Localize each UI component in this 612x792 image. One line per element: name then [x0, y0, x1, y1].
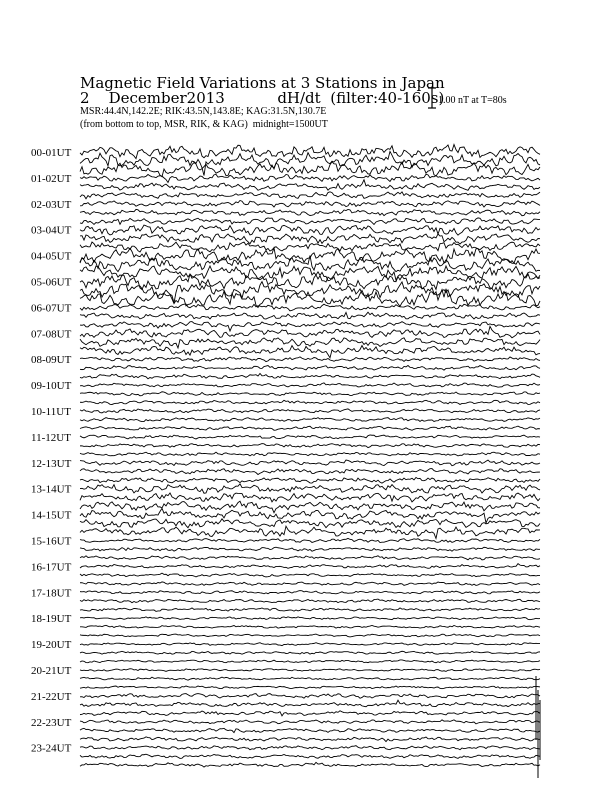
trace-rik — [80, 700, 540, 707]
hour-label: 18-19UT — [31, 613, 72, 626]
filter-label: (filter:40-160s) — [330, 89, 445, 107]
trace-msr — [80, 289, 540, 308]
trace-kag — [80, 409, 540, 413]
trace-kag — [80, 460, 540, 466]
trace-kag — [80, 326, 540, 337]
trace-msr — [80, 608, 540, 612]
trace-rik — [80, 209, 540, 215]
trace-rik — [80, 573, 540, 577]
hour-label: 00-01UT — [31, 147, 72, 159]
hour-label: 23-24UT — [31, 742, 72, 755]
hour-label: 22-23UT — [31, 716, 72, 729]
hour-label: 01-02UT — [31, 172, 72, 185]
trace-msr — [80, 426, 540, 430]
chart-title: Magnetic Field Variations at 3 Stations in Japan — [80, 74, 445, 92]
trace-msr — [80, 686, 540, 689]
trace-kag — [80, 591, 540, 594]
trace-rik — [80, 444, 540, 448]
quantity-label: dH/dt — [277, 89, 321, 107]
hour-label: 21-22UT — [31, 690, 72, 703]
trace-kag — [80, 538, 540, 542]
hour-label: 20-21UT — [31, 665, 72, 677]
trace-rik — [80, 418, 540, 422]
trace-kag — [80, 564, 540, 569]
trace-msr — [80, 218, 540, 225]
trace-kag — [80, 643, 540, 646]
hour-label: 05-06UT — [31, 276, 72, 289]
trace-rik — [80, 338, 540, 348]
trace-rik — [80, 493, 540, 502]
trace-msr — [80, 452, 540, 456]
scale-label: 1.00 nT at T=80s — [438, 95, 507, 106]
trace-kag — [80, 746, 540, 750]
trace-kag — [80, 383, 540, 387]
trace-rik — [80, 625, 540, 628]
hour-label: 06-07UT — [31, 302, 72, 315]
hour-label: 10-11UT — [31, 406, 71, 418]
month-year: December2013 — [108, 89, 225, 107]
trace-msr — [80, 737, 540, 742]
trace-rik — [80, 312, 540, 319]
hour-label: 15-16UT — [31, 535, 72, 548]
trace-kag — [80, 720, 540, 724]
trace-msr — [80, 556, 540, 560]
trace-msr — [80, 346, 540, 358]
trace-rik — [80, 469, 540, 475]
trace-kag — [80, 225, 540, 235]
trace-rik — [80, 651, 540, 654]
hour-label: 17-18UT — [31, 587, 72, 600]
day-number: 2 — [80, 89, 90, 107]
trace-kag — [80, 617, 540, 620]
trace-kag — [80, 304, 540, 311]
trace-msr — [80, 322, 540, 331]
trace-rik — [80, 547, 540, 551]
trace-kag — [80, 484, 540, 493]
trace-rik — [80, 677, 540, 680]
trace-rik — [80, 754, 540, 758]
hour-label: 14-15UT — [31, 509, 72, 522]
trace-msr — [80, 582, 540, 586]
hour-label: 09-10UT — [31, 380, 72, 393]
trace-kag — [80, 435, 540, 439]
spike-trace — [536, 676, 540, 778]
trace-msr — [80, 660, 540, 663]
trace-msr — [80, 634, 540, 637]
trace-kag — [80, 669, 540, 672]
trace-rik — [80, 234, 540, 244]
hour-label: 11-12UT — [31, 431, 71, 444]
station-order-note: (from bottom to top, MSR, RIK, & KAG) — [80, 119, 248, 130]
trace-msr — [80, 526, 540, 538]
trace-rik — [80, 728, 540, 732]
trace-msr — [80, 711, 540, 716]
hour-label: 13-14UT — [31, 483, 72, 496]
hour-label: 16-17UT — [31, 561, 72, 574]
hour-label: 08-09UT — [31, 354, 72, 367]
trace-msr — [80, 762, 540, 767]
trace-msr — [80, 400, 540, 404]
trace-kag — [80, 174, 540, 182]
hour-label: 12-13UT — [31, 457, 72, 470]
hour-label: 02-03UT — [31, 198, 72, 211]
hour-label: 19-20UT — [31, 639, 72, 652]
trace-rik — [80, 180, 540, 191]
trace-kag — [80, 200, 540, 207]
trace-rik — [80, 519, 540, 528]
hour-label: 04-05UT — [31, 250, 72, 263]
trace-kag — [80, 357, 540, 362]
trace-rik — [80, 366, 540, 371]
trace-kag — [80, 694, 540, 699]
trace-msr — [80, 192, 540, 199]
hour-label: 03-04UT — [31, 224, 72, 237]
trace-rik — [80, 599, 540, 603]
trace-rik — [80, 392, 540, 396]
scale-bar — [428, 88, 436, 108]
trace-msr — [80, 478, 540, 484]
trace-msr — [80, 501, 540, 513]
hour-label: 07-08UT — [31, 328, 72, 341]
trace-msr — [80, 242, 540, 252]
station-coordinates: MSR:44.4N,142.2E; RIK:43.5N,143.8E; KAG:31.5N,130.7E — [80, 106, 327, 117]
midnight-note: midnight=1500UT — [252, 119, 328, 130]
trace-msr — [80, 373, 540, 378]
